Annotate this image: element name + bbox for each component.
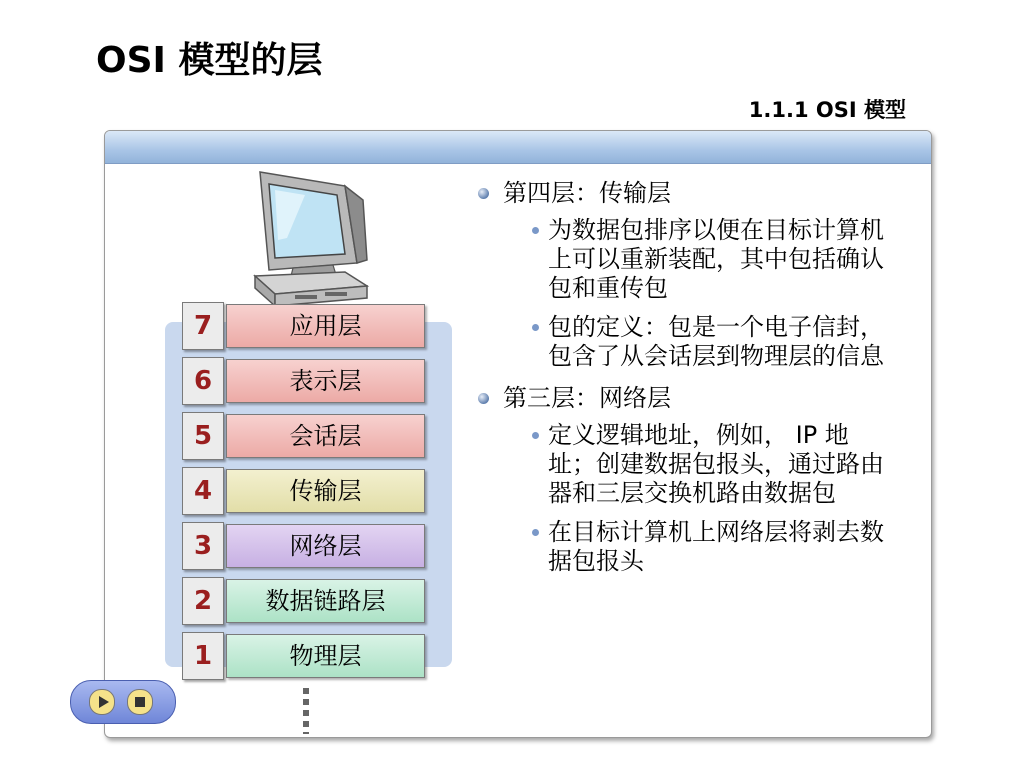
list-item	[478, 216, 898, 303]
osi-layer-7	[182, 302, 425, 348]
layer-number: 4	[182, 467, 224, 515]
bullet-icon	[532, 324, 539, 331]
layer-label: 物理层	[226, 634, 425, 678]
panel-header-bar	[105, 131, 931, 164]
bullet-icon	[478, 393, 489, 404]
section-heading-text: 第四层：传输层	[503, 179, 671, 207]
bullet-icon	[532, 432, 539, 439]
layer-label: 网络层	[226, 524, 425, 568]
list-item-text: 定义逻辑地址，例如， IP 地址；创建数据包报头，通过路由器和三层交换机路由数据包	[548, 421, 884, 507]
bullet-icon	[532, 529, 539, 536]
slide-navigation	[70, 680, 176, 724]
layer-number: 3	[182, 522, 224, 570]
stop-button[interactable]	[127, 689, 153, 715]
layer-number: 5	[182, 412, 224, 460]
computer-icon	[245, 168, 375, 308]
list-item-text: 在目标计算机上网络层将剥去数据包报头	[548, 518, 884, 575]
stop-icon	[135, 697, 145, 707]
list-item-text: 包的定义：包是一个电子信封，包含了从会话层到物理层的信息	[548, 313, 884, 370]
layer-number: 7	[182, 302, 224, 350]
osi-layer-4	[182, 467, 425, 513]
section-heading	[478, 176, 898, 210]
section-heading	[478, 381, 898, 415]
list-item	[478, 518, 898, 576]
layer-number: 6	[182, 357, 224, 405]
list-item-text: 为数据包排序以便在目标计算机上可以重新装配，其中包括确认包和重传包	[548, 216, 884, 302]
layer-label: 传输层	[226, 469, 425, 513]
list-item	[478, 313, 898, 371]
layer-number: 2	[182, 577, 224, 625]
bullet-content	[478, 176, 898, 586]
section-subtitle: 1.1.1 OSI 模型	[748, 98, 906, 122]
osi-layer-3	[182, 522, 425, 568]
list-item	[478, 421, 898, 508]
play-icon	[99, 696, 109, 708]
layer-number: 1	[182, 632, 224, 680]
layer-label: 应用层	[226, 304, 425, 348]
osi-layer-2	[182, 577, 425, 623]
play-button[interactable]	[89, 689, 115, 715]
continuation-dots	[303, 688, 309, 734]
bullet-icon	[532, 227, 539, 234]
layer-label: 数据链路层	[226, 579, 425, 623]
osi-layer-5	[182, 412, 425, 458]
section-heading-text: 第三层：网络层	[503, 384, 671, 412]
osi-layer-1	[182, 632, 425, 678]
bullet-icon	[478, 188, 489, 199]
layer-label: 表示层	[226, 359, 425, 403]
layer-label: 会话层	[226, 414, 425, 458]
osi-layer-6	[182, 357, 425, 403]
slide-title: OSI 模型的层	[96, 40, 323, 81]
